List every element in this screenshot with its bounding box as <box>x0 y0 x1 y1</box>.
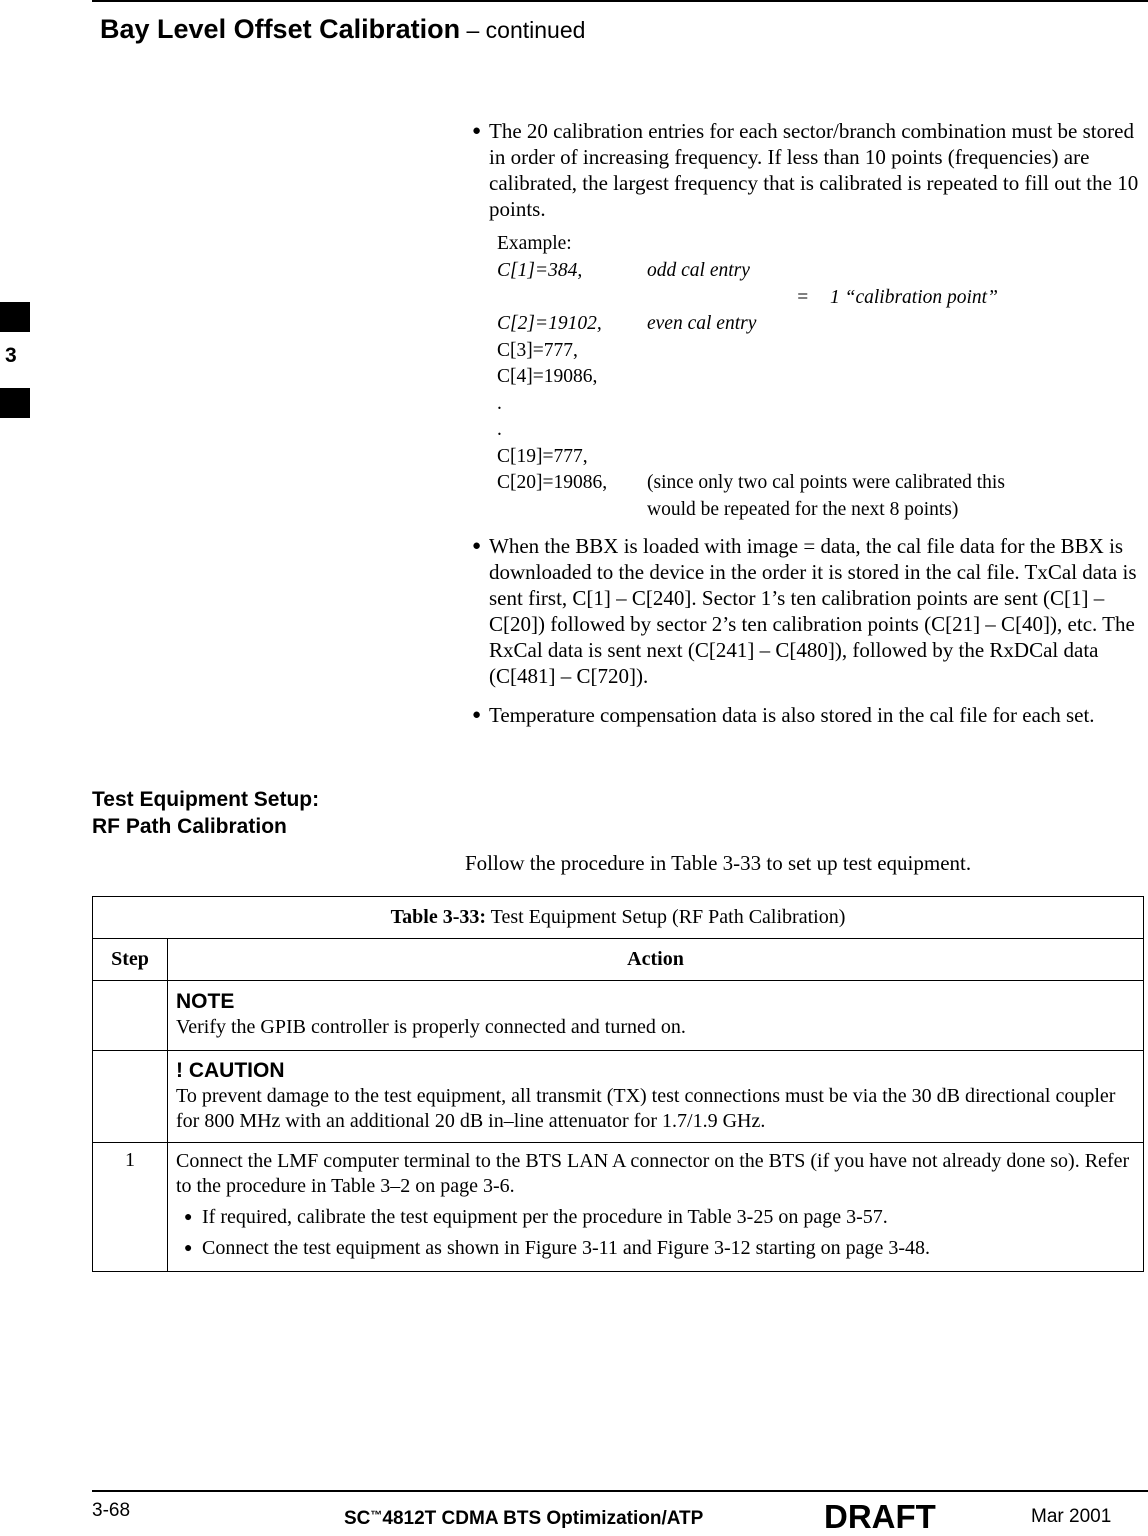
step-1-sub-connect <box>176 1236 1135 1261</box>
example-cal-point: 1 “calibration point” <box>830 287 998 308</box>
example-equals: = <box>796 287 810 308</box>
step-cell-empty <box>93 1051 168 1143</box>
note-text: Verify the GPIB controller is properly connected and turned on. <box>176 1016 686 1038</box>
bullet-bbx-download <box>472 533 1139 689</box>
table-row-note <box>93 981 1144 1051</box>
chapter-tab-bottom <box>0 388 30 418</box>
bullet-temperature <box>472 702 1139 728</box>
table-caption <box>93 897 1144 939</box>
step-1-sub-calibrate-text: If required, calibrate the test equipment per the procedure in Table 3-25 on page 3-57. <box>202 1206 888 1228</box>
example-c4: C[4]=19086, <box>497 366 598 387</box>
footer-draft: DRAFT <box>824 1498 936 1535</box>
bullet-text: The 20 calibration entries for each sector/branch combination must be stored in order of increasing frequency. If less than 10 points (frequencies) are calibrated, the largest frequency that is calibrated is repeated to fill out the 10 points. <box>489 119 1139 221</box>
header-rule <box>92 0 1148 2</box>
column-header-action: Action <box>168 939 1144 981</box>
bullet-icon: ● <box>472 707 482 723</box>
page-header <box>100 14 585 45</box>
footer-date: Mar 2001 <box>1031 1506 1112 1527</box>
section-heading-line-2: RF Path Calibration <box>92 815 287 838</box>
bullet-icon: ● <box>184 1210 193 1225</box>
example-c1: C[1]=384, <box>497 260 583 281</box>
example-c20: C[20]=19086, <box>497 472 608 493</box>
bullet-text: Temperature compensation data is also stored in the cal file for each set. <box>489 703 1095 727</box>
chapter-tab-top <box>0 302 30 332</box>
example-ellipsis-2: . <box>497 419 502 440</box>
bullet-icon: ● <box>472 123 482 139</box>
step-1-text: Connect the LMF computer terminal to the BTS LAN A connector on the BTS (if you have not already done so). Refer to the procedure in Table 3–2 on page 3-6. <box>176 1150 1130 1197</box>
caution-text: To prevent damage to the test equipment, all transmit (TX) test connections must be via the 30 dB directional coupler for 800 MHz with an additional 20 dB in–line attenuator for 1.7/1.9 GHz. <box>176 1085 1116 1132</box>
table-caption-title: Test Equipment Setup (RF Path Calibration) <box>486 906 846 928</box>
step-1-sub-calibrate <box>176 1205 1135 1230</box>
caution-title: ! CAUTION <box>176 1059 285 1082</box>
chapter-tab-number: 3 <box>5 344 17 367</box>
example-ellipsis-1: . <box>497 393 502 414</box>
example-c3: C[3]=777, <box>497 340 578 361</box>
footer-product <box>344 1508 703 1530</box>
procedure-table <box>92 896 1144 1272</box>
bullet-calibration-order <box>472 118 1139 222</box>
example-c1-note: odd cal entry <box>647 260 750 281</box>
section-heading <box>92 786 319 840</box>
example-c2: C[2]=19102, <box>497 313 602 334</box>
step-1-action <box>168 1143 1144 1272</box>
section-intro: Follow the procedure in Table 3-33 to set up test equipment. <box>465 851 972 875</box>
footer-product-sc: SC <box>344 1508 371 1529</box>
step-cell-empty <box>93 981 168 1051</box>
bullet-icon: ● <box>184 1241 193 1256</box>
section-heading-line-1: Test Equipment Setup: <box>92 788 320 811</box>
example-c20-note-1: (since only two cal points were calibrated this <box>647 472 1005 493</box>
header-continued: – continued <box>460 17 586 43</box>
trademark-icon: ™ <box>370 1508 383 1522</box>
step-1-sub-connect-text: Connect the test equipment as shown in Figure 3-11 and Figure 3-12 starting on page 3-48. <box>202 1237 931 1259</box>
example-c20-note-2: would be repeated for the next 8 points) <box>647 499 959 520</box>
bullet-text: When the BBX is loaded with image = data, the cal file data for the BBX is downloaded to the device in the order it is stored in the cal file. TxCal data is sent first, C[1] – C[240]. Sector 1’s ten calibration points are sent (C[1] – C[20]) followed by sector 2’s ten calibration points (C[21] – C[40]), etc. The RxCal data is sent next (C[241] – C[480]), followed by the RxDCal data (C[481] – C[720]). <box>489 534 1137 688</box>
footer-rule <box>92 1490 1148 1492</box>
caution-cell <box>168 1051 1144 1143</box>
footer-page-number: 3-68 <box>92 1500 131 1521</box>
step-number: 1 <box>93 1143 168 1272</box>
note-title: NOTE <box>176 990 235 1013</box>
header-title: Bay Level Offset Calibration <box>100 14 461 44</box>
footer-product-name: 4812T CDMA BTS Optimization/ATP <box>382 1508 704 1529</box>
bullet-icon: ● <box>472 538 482 554</box>
table-caption-number: Table 3-33: <box>390 906 487 928</box>
example-c2-note: even cal entry <box>647 313 757 334</box>
example-c19: C[19]=777, <box>497 446 588 467</box>
column-header-step: Step <box>93 939 168 981</box>
table-row-caution <box>93 1051 1144 1143</box>
table-row-step-1 <box>93 1143 1144 1272</box>
example-label: Example: <box>497 233 572 254</box>
note-cell <box>168 981 1144 1051</box>
